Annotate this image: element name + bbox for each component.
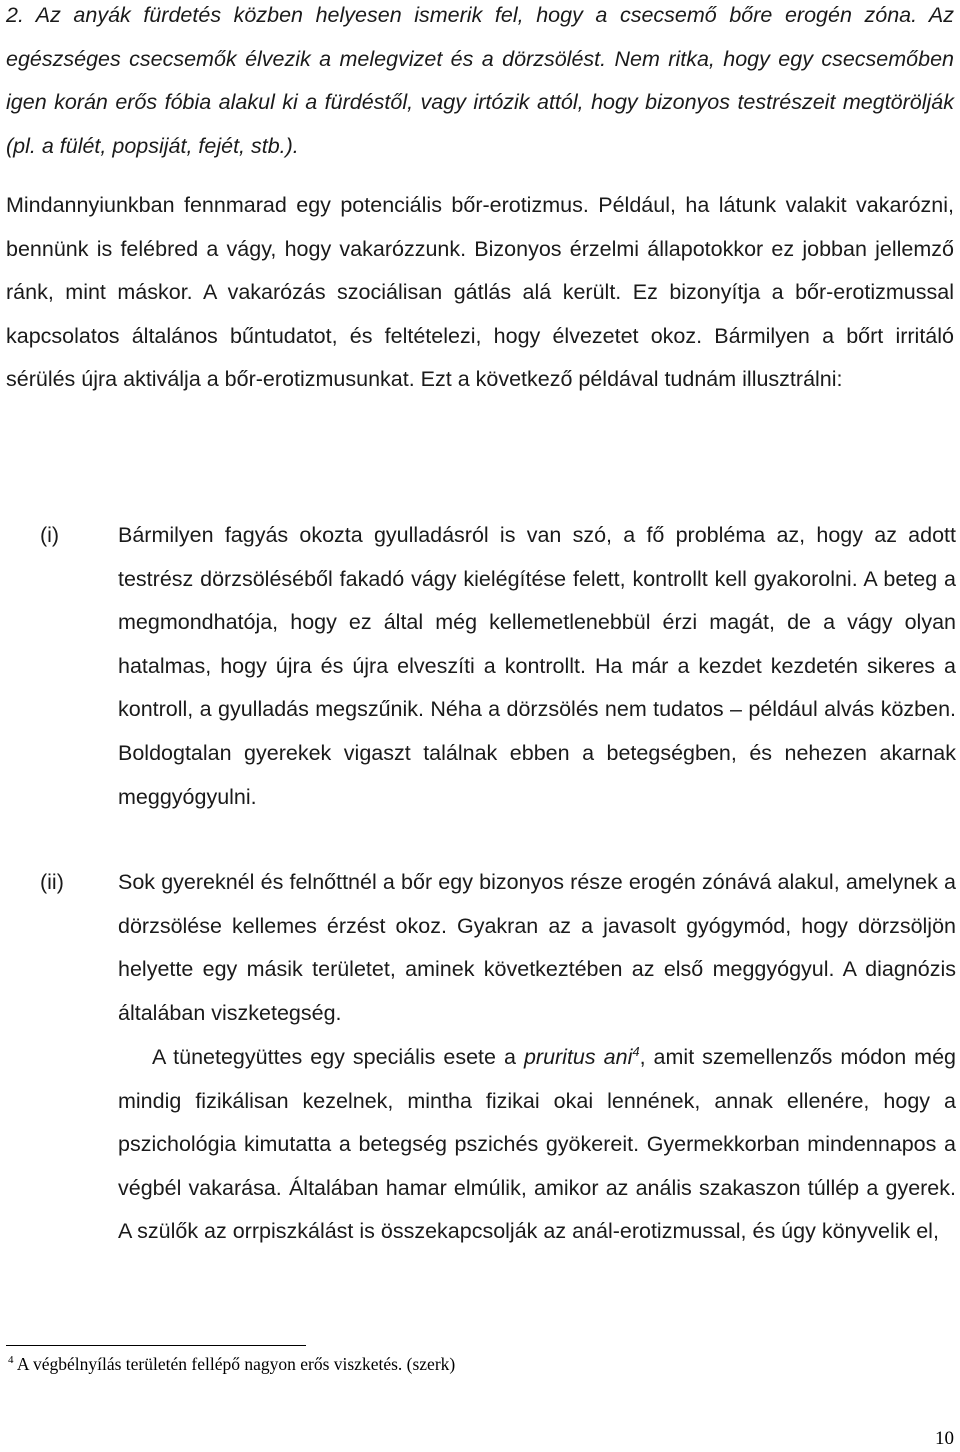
list-item-text: Sok gyereknél és felnőttnél a bőr egy bizonyos része erogén zónává alakul, amelynek a dörzsölése kellemes érzést okoz. Gyakran az a javasolt gyógymód, hogy dörzsöljön helyette egy másik területet, aminek következtében az első meggyógyul. A diagnózis általában viszketegség. [118, 870, 956, 1025]
page-number: 10 [935, 1428, 954, 1449]
footnote-number: 4 [8, 1354, 14, 1367]
term-pruritus-ani: pruritus ani [523, 1045, 633, 1069]
paragraph-text-before: A tünetegyüttes egy speciális esete a [152, 1045, 524, 1069]
paragraph-skin-erotism: Mindannyiunkban fennmarad egy potenciális bőr-erotizmus. Például, ha látunk valakit vakarózni, bennünk is felébred a vágy, hogy vakarózzunk. Bizonyos érzelmi állapotokkor ez jobban jellemző ránk, mint máskor. A vakarózás szociálisan gátlás alá került. Ez bizonyítja a bőr-erotizmussal kapcsolatos általános bűntudatot, és feltételezi, hogy élvezetet okoz. Bármilyen a bőrt irritáló sérülés újra aktiválja a bőr-erotizmusunkat. Ezt a következő példával tudnám illusztrálni: [6, 193, 954, 392]
paragraph-pruritus [118, 1036, 956, 1254]
list-item-text: Bármilyen fagyás okozta gyulladásról is van szó, a fő probléma az, hogy az adott testrész dörzsöléséből fakadó vágy kielégítése felett, kontrollt kell gyakorolni. A beteg a megmondhatója, hogy ez által még kellemetlenebbül érzi magát, de a vágy olyan hatalmas, hogy újra és újra elveszíti a kontrollt. Ha már a kezdet kezdetén sikeres a kontroll, a gyulladás megszűnik. Néha a dörzsölés nem tudatos – például alvás közben. Boldogtalan gyerekek vigaszt találnak ebben a betegségben, és nehezen akarnak meggyógyulni. [118, 523, 956, 809]
footnote-reference[interactable]: 4 [632, 1043, 640, 1059]
list-item-number: (ii) [40, 870, 64, 894]
list-item-number: (i) [40, 523, 60, 547]
footnote [8, 1354, 455, 1375]
footnote-text: A végbélnyílás területén fellépő nagyon erős viszketés. (szerk) [13, 1354, 456, 1374]
paragraph-text-after: , amit szemellenzős módon még mindig fizikálisan kezelnek, mintha fizikai okai lennének, annak ellenére, hogy a pszichológia kimutatta a betegség pszichés gyökereit. Gyermekkorban mindennapos a végbél vakarása. Általában hamar elmúlik, amikor az anális szakaszon túllép a gyerek. A szülők az orrpiszkálást is összekapcsolják az anál-erotizmussal, és úgy könyvelik el, [118, 1045, 956, 1244]
paragraph-bathing: 2. Az anyák fürdetés közben helyesen ismerik fel, hogy a csecsemő bőre erogén zóna. Az egészséges csecsemők élvezik a melegvizet és a dörzsölést. Nem ritka, hogy egy csecsemőben igen korán erős fóbia alakul ki a fürdéstől, vagy irtózik attól, hogy bizonyos testrészeit megtörölják (pl. a fülét, popsiját, fejét, stb.). [6, 3, 954, 158]
footnote-divider [6, 1345, 306, 1346]
